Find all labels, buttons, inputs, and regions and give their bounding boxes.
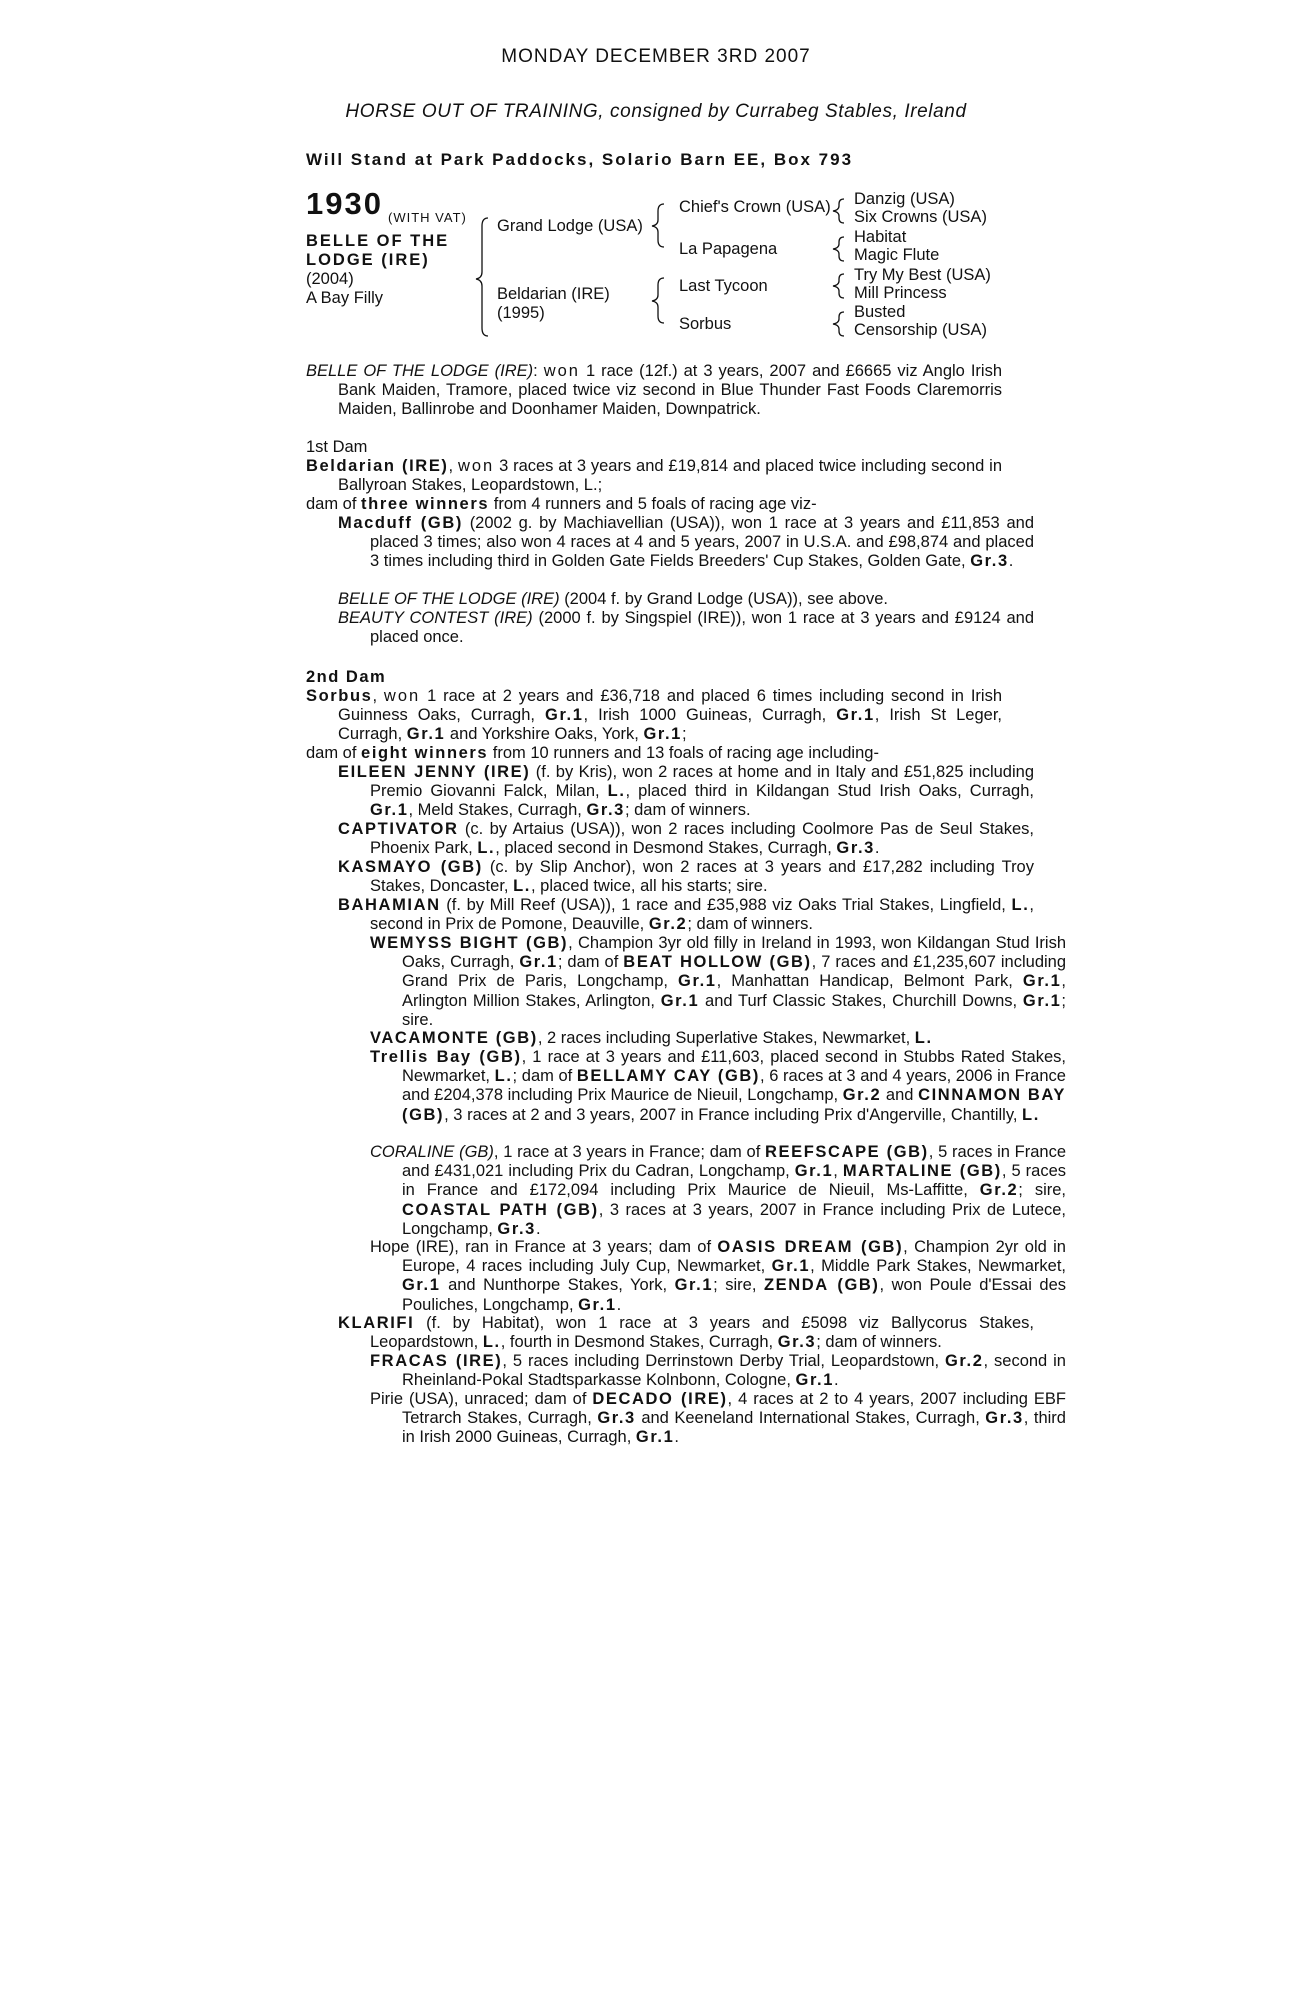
produce-fracas: FRACAS (IRE), 5 races including Derrinstown Derby Trial, Leopardstown, Gr.2, second in Rheinland-Pokal Stadtsparkasse Kolnbonn, Cologne, Gr.1. — [370, 1352, 1066, 1390]
pedigree-ssd: Six Crowns (USA) — [854, 208, 987, 226]
second-dam-paragraph: Sorbus, won 1 race at 2 years and £36,718 and placed 6 times including second in Irish Guinness Oaks, Curragh, Gr.1, Irish 1000 Guineas, Curragh, Gr.1, Irish St Leger, Curragh, Gr.1 and Yorkshire Oaks, York, Gr.1; — [306, 687, 1002, 744]
produce-belle-of-the-lodge: BELLE OF THE LODGE (IRE) (2004 f. by Grand Lodge (USA)), see above. — [338, 590, 888, 608]
pedigree-sire-dam: La Papagena — [679, 240, 778, 258]
produce-trellis-bay: Trellis Bay (GB), 1 race at 3 years and £11,603, placed second in Stubbs Rated Stakes, Newmarket, L.; dam of BELLAMY CAY (GB), 6 races at 3 and 4 years, 2006 in France and £204,378 including Prix Maurice de Nieuil, Longchamp, Gr.2 and CINNAMON BAY (GB), 3 races at 2 and 3 years, 2007 in France including Prix d'Angerville, Chantilly, L. — [370, 1048, 1067, 1124]
produce-beauty-contest: BEAUTY CONTEST (IRE) (2000 f. by Singspiel (IRE)), won 1 race at 3 years and £9124 and placed once. — [338, 609, 1034, 647]
produce-klarifi: KLARIFI (f. by Habitat), won 1 race at 3 years and £5098 viz Ballycorus Stakes, Leopardstown, L., fourth in Desmond Stakes, Curragh, Gr.3; dam of winners. — [338, 1314, 1034, 1352]
produce-pirie: Pirie (USA), unraced; dam of DECADO (IRE), 4 races at 2 to 4 years, 2007 including EBF Tetrarch Stakes, Curragh, Gr.3 and Keeneland International Stakes, Curragh, Gr.3, third in Irish 2000 Guineas, Curragh, Gr.1. — [370, 1390, 1066, 1447]
pedigree-dam-sire: Last Tycoon — [679, 277, 768, 295]
horse-name: BELLE OF THE LODGE (IRE) — [306, 232, 450, 269]
pedigree-sss: Danzig (USA) — [854, 190, 955, 208]
second-dam-heading: 2nd Dam — [306, 668, 387, 686]
consignment-line: HORSE OUT OF TRAINING, consigned by Currabeg Stables, Ireland — [345, 101, 967, 122]
produce-macduff: Macduff (GB) (2002 g. by Machiavellian (USA)), won 1 race at 3 years and £11,853 and placed 3 times; also won 4 races at 4 and 5 years, 2007 in U.S.A. and £98,874 and placed 3 times including third in Golden Gate Fields Breeders' Cup Stakes, Golden Gate, Gr.3. — [338, 514, 1034, 571]
pedigree-dds: Busted — [854, 303, 906, 321]
pedigree-dam: Beldarian (IRE) — [497, 285, 610, 303]
race-record-paragraph: BELLE OF THE LODGE (IRE): won 1 race (12f.) at 3 years, 2007 and £6665 viz Anglo Irish Bank Maiden, Tramore, placed twice viz second in Blue Thunder Fast Foods Claremorris Maiden, Ballinrobe and Doonhamer Maiden, Downpatrick. — [306, 362, 1002, 419]
lot-vat: (WITH VAT) — [388, 210, 467, 225]
first-dam-heading: 1st Dam — [306, 438, 368, 456]
first-dam-produce-summary: dam of three winners from 4 runners and 5 foals of racing age viz- — [306, 495, 817, 513]
pedigree-dam-dam: Sorbus — [679, 315, 732, 333]
produce-hope: Hope (IRE), ran in France at 3 years; dam of OASIS DREAM (GB), Champion 2yr old in Europe, 4 races including July Cup, Newmarket, Gr.1, Middle Park Stakes, Newmarket, Gr.1 and Nunthorpe Stakes, York, Gr.1; sire, ZENDA (GB), won Poule d'Essai des Pouliches, Longchamp, Gr.1. — [370, 1238, 1067, 1314]
pedigree-table — [306, 186, 1006, 350]
produce-eileen-jenny: EILEEN JENNY (IRE) (f. by Kris), won 2 races at home and in Italy and £51,825 including Premio Giovanni Falck, Milan, L., placed third in Kildangan Stud Irish Oaks, Curragh, Gr.1, Meld Stakes, Curragh, Gr.3; dam of winners. — [338, 763, 1035, 820]
produce-captivator: CAPTIVATOR (c. by Artaius (USA)), won 2 races including Coolmore Pas de Seul Stakes, Phoenix Park, L., placed second in Desmond Stakes, Curragh, Gr.3. — [338, 820, 1034, 858]
pedigree-dsd: Mill Princess — [854, 284, 947, 302]
produce-coraline: CORALINE (GB), 1 race at 3 years in France; dam of REEFSCAPE (GB), 5 races in France and £431,021 including Prix du Cadran, Longchamp, Gr.1, MARTALINE (GB), 5 races in France and £172,094 including Prix Maurice de Nieuil, Ms-Laffitte, Gr.2; sire, COASTAL PATH (GB), 3 races at 3 years, 2007 in France including Prix de Lutece, Longchamp, Gr.3. — [370, 1143, 1067, 1238]
sale-date: MONDAY DECEMBER 3RD 2007 — [501, 46, 811, 67]
produce-kasmayo: KASMAYO (GB) (c. by Slip Anchor), won 2 races at 3 years and £17,282 including Troy Stakes, Doncaster, L., placed twice, all his starts; sire. — [338, 858, 1034, 896]
pedigree-sire-sire: Chief's Crown (USA) — [679, 198, 831, 216]
pedigree-dam-year: (1995) — [497, 304, 545, 322]
pedigree-sds: Habitat — [854, 228, 907, 246]
lot-number: 1930 — [306, 186, 383, 221]
stand-location: Will Stand at Park Paddocks, Solario Barn EE, Box 793 — [306, 150, 854, 169]
horse-description: A Bay Filly — [306, 289, 384, 307]
produce-vacamonte: VACAMONTE (GB), 2 races including Superlative Stakes, Newmarket, L. — [370, 1029, 933, 1047]
pedigree-sdd: Magic Flute — [854, 246, 940, 264]
produce-bahamian: BAHAMIAN (f. by Mill Reef (USA)), 1 race and £35,988 viz Oaks Trial Stakes, Lingfield, L., second in Prix de Pomone, Deauville, Gr.2; dam of winners. — [338, 896, 1034, 934]
pedigree-sire: Grand Lodge (USA) — [497, 217, 643, 235]
produce-wemyss-bight: WEMYSS BIGHT (GB), Champion 3yr old filly in Ireland in 1993, won Kildangan Stud Irish Oaks, Curragh, Gr.1; dam of BEAT HOLLOW (GB), 7 races and £1,235,607 including Grand Prix de Paris, Longchamp, Gr.1, Manhattan Handicap, Belmont Park, Gr.1, Arlington Million Stakes, Arlington, Gr.1 and Turf Classic Stakes, Churchill Downs, Gr.1; sire. — [370, 934, 1067, 1029]
horse-year: (2004) — [306, 270, 354, 288]
pedigree-dss: Try My Best (USA) — [854, 266, 991, 284]
second-dam-produce-summary: dam of eight winners from 10 runners and 13 foals of racing age including- — [306, 744, 879, 762]
first-dam-paragraph: Beldarian (IRE), won 3 races at 3 years and £19,814 and placed twice including second in Ballyroan Stakes, Leopardstown, L.; — [306, 457, 1002, 495]
pedigree-ddd: Censorship (USA) — [854, 321, 987, 339]
